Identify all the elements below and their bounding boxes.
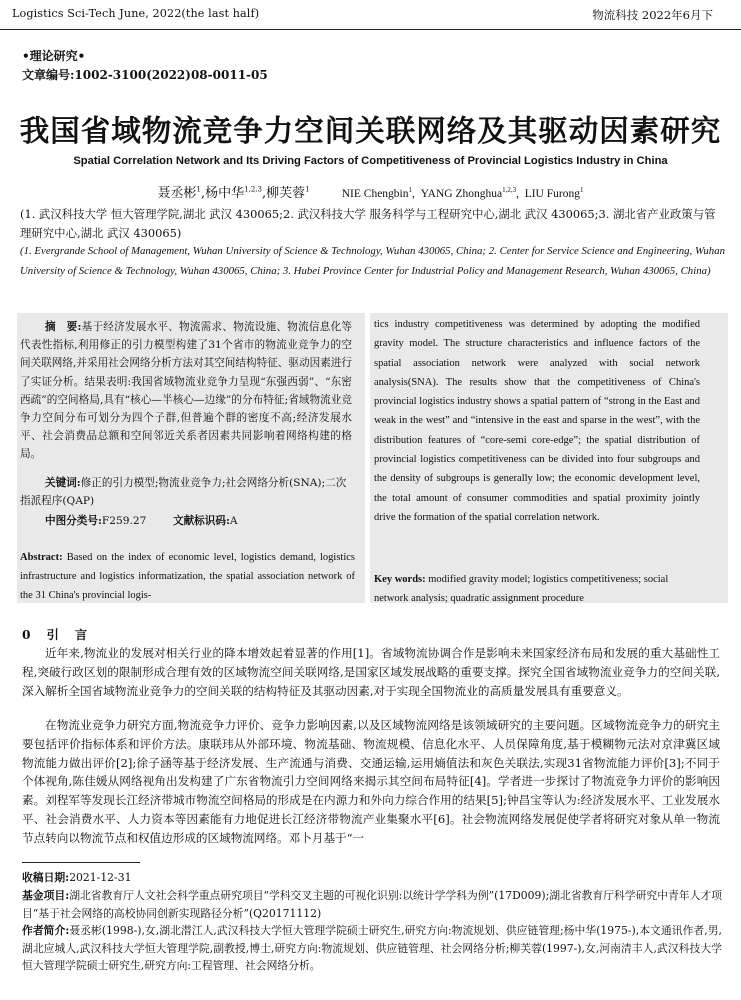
affiliations-chinese: (1. 武汉科技大学 恒大管理学院,湖北 武汉 430065;2. 武汉科技大学 服务科学与工程研究中心,湖北 武汉 430065;3. 湖北省产业政策与管理研究中心,湖北 武汉 430065) xyxy=(20,207,716,240)
abstract-chinese: 摘 要:基于经济发展水平、物流需求、物流设施、物流信息化等代表性指标,利用修正的引力模型构建了31个省市的物流业竞争力的空间关联网络,并采用社会网络分析方法对其空间结构特征、驱动因素进行了实证分析。结果表明:我国省域物流业竞争力呈现“东强西弱”、“东密西疏”的空间格局,具有“核心—半核心—边缘”的分布特征;省域物流业竞争力空间分布可划分为四个子群,但普遍个群的密度不高;经济发展水平、社会消费品总额和空间邻近关系者因素共同影响着网络构建的格局。 xyxy=(20,321,352,461)
footnote-rule xyxy=(22,862,140,863)
running-header-issue: 物流科技 2022年6月下 xyxy=(592,8,713,22)
footnote-received-date: 收稿日期:2021-12-31 xyxy=(22,871,132,884)
author-zh-3: 柳芙蓉 xyxy=(266,186,306,201)
header-rule xyxy=(0,29,741,30)
title-chinese: 我国省域物流竞争力空间关联网络及其驱动因素研究 xyxy=(19,113,722,148)
author-zh-2: 杨中华 xyxy=(205,186,245,201)
title-english: Spatial Correlation Network and Its Driving Factors of Competitiveness of Provincial Logistics Industry in China xyxy=(73,155,668,167)
author-zh-1: 聂丞彬 xyxy=(157,186,197,201)
clc-number: 中图分类号:F259.27 xyxy=(45,515,147,527)
abstract-english-part1: Abstract: Based on the index of economic level, logistics demand, logistics infrastructure and logistics informatization, the spatial association network of the 31 China's provincial logis- xyxy=(20,552,356,601)
intro-paragraph-1: 近年来,物流业的发展对相关行业的降本增效起着显著的作用[1]。省域物流协调合作是影响未来国家经济布局和发展的重大基础性工程,突破行政区划的限制形成合理有效的区域物流空间关联网络,是国家区域发展战略的重要支撑。探究全国省域物流业竞争力的空间关联,深入解析全国省域物流业竞争力的空间关联的结构特征及其驱动因素,对于实现全国物流业的高质量发展具有重要意义。 xyxy=(22,646,720,698)
intro-paragraph-2: 在物流业竞争力研究方面,物流竞争力评价、竞争力影响因素,以及区域物流网络是该领域研究的主要问题。区域物流竞争力的研究主要包括评价指标体系和评价方法。康联玮从外部环境、物流基础、物流规模、信息化水平、人员保障角度,基于模糊物元法对京津冀区域物流能力做出评价[2];徐子涵等基于经济发展、生产流通与消费、交通运输,运用熵值法和灰色关联法,实现31省物流能力评价[3];不同于个体视角,陈佳媛从网络视角出发构建了广东省物流引力空间网络来揭示其空间布局特征[4]。学者进一步探讨了物流竞争力评价的影响因素。刘程军等发现长江经济带城市物流空间格局的形成是在内源力和外向力综合作用的结果[5];钟昌宝等认为:经济发展水平、工业发展水平、社会消费水平、人力资本等因素能有力地促进长江经济带物流产业集聚水平[6]。社会物流网络发展促使学者将研究对象从单一物流节点转向以物流节点和权值边形成的区域物流网络。邓卜月基于“一 xyxy=(22,718,720,845)
author-line: 聂丞彬$^1$,杨中华$^{1,2,3}$,柳芙蓉$^1$ NIE Chengbin$^1$, YANG Zhonghua$^{1,2,3}$, LIU Furong$^1$ xyxy=(157,185,584,201)
footnote-author-bio: 作者简介:聂丞彬(1998-),女,湖北潜江人,武汉科技大学恒大管理学院硕士研究生,研究方向:物流规划、供应链管理;杨中华(1975-),本文通讯作者,男,湖北应城人,武汉科技大学恒大管理学院,副教授,博士,研究方向:物流规划、供应链管理、社会网络分析;柳芙蓉(1997-),女,河南清丰人,武汉科技大学恒大管理学院硕士研究生,研究方向:工程管理、社会网络分析。 xyxy=(22,924,722,972)
running-header-journal: Logistics Sci-Tech June, 2022(the last half) xyxy=(12,7,260,20)
authors-english: NIE Chengbin$^1$, YANG Zhonghua$^{1,2,3}$, LIU Furong$^1$ xyxy=(341,186,584,200)
affiliations-english: (1. Evergrande School of Management, Wuhan University of Science & Technology, Wuhan 430065, China; 2. Center for Service Science and Engineering, Wuhan University of Science & Technology, Wuhan 430065, China; 3. Hubei Province Center for Industrial Policy and Management Research, Wuhan 430065, China) xyxy=(20,245,725,277)
footnote-funding: 基金项目:湖北省教育厅人文社会科学重点研究项目“学科交叉主题的可视化识别:以统计学学科为例”(17D009);湖北省教育厅科学研究中青年人才项目“基于社会网络的高校协同创新实现路径分析”(Q20171112) xyxy=(22,889,722,920)
section-heading-introduction: 0 引 言 xyxy=(22,628,90,642)
document-code: 文献标识码:A xyxy=(173,515,238,527)
keywords-english: Key words: modified gravity model; logistics competitiveness; social network analysis; quadratic assignment procedure xyxy=(374,574,669,604)
keywords-chinese: 关键词:修正的引力模型;物流业竞争力;社会网络分析(SNA);二次指派程序(QAP) xyxy=(20,477,347,508)
section-tag: •理论研究• xyxy=(22,49,86,63)
article-number: 文章编号:1002-3100(2022)08-0011-05 xyxy=(22,68,268,82)
abstract-english-part2: tics industry competitiveness was determined by adopting the modified gravity model. The structure characteristics and influence factors of the spatial association network were analyzed with social network analysis(SNA). The results show that the competitiveness of China's provincial logistics industry shows a spatial pattern of “strong in the East and weak in the west” and “intensive in the east and sparse in the west”, with the distribution features of “core-semi core-edge”; the spatial distribution of provincial logistics competitiveness can be divided into four subgroups and the density of subgroups is generally low; the economic development level, the total amount of consumer commodities and spatial proximity jointly drive the formation of the spatial correlation network. xyxy=(374,319,700,523)
